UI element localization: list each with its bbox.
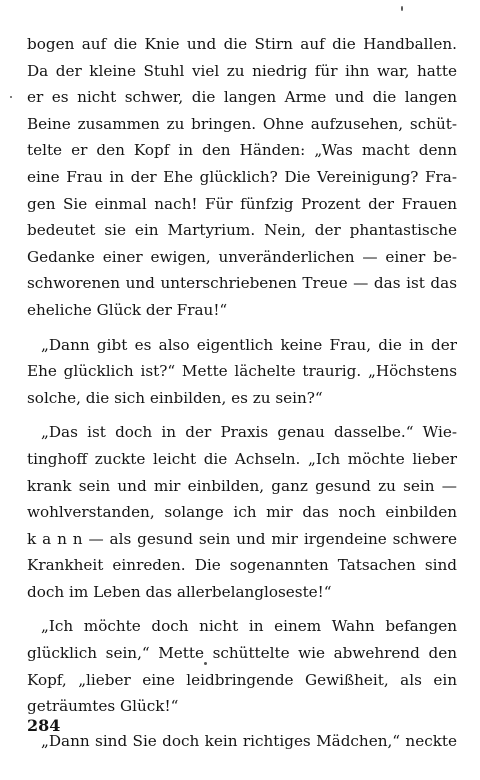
text-line: Gedanke einer ewigen, unveränderlichen — einer be‑ <box>27 247 457 266</box>
text-line: „Dann gibt es also eigentlich keine Frau, die in der <box>41 335 457 354</box>
text-line: eheliche Glück der Frau!“ <box>27 300 228 319</box>
text-line: Krankheit einreden. Die sogenannten Tatsachen sind <box>27 556 457 575</box>
text-line: solche, die sich einbilden, es zu sein?“ <box>27 388 323 407</box>
text-line: „Dann sind Sie doch kein richtiges Mädchen,“ neckte <box>41 731 457 750</box>
ink-speck <box>10 96 12 98</box>
text-line: telte er den Kopf in den Händen: „Was macht denn <box>27 141 457 160</box>
text-line: bedeutet sie ein Martyrium. Nein, der phantastische <box>27 221 457 240</box>
text-line: eine Frau in der Ehe glücklich? Die Vereinigung? Fra‑ <box>27 167 457 186</box>
paragraph <box>27 613 457 719</box>
text-line: geträumtes Glück!“ <box>27 697 179 716</box>
text-line: glücklich sein,“ Mette schüttelte wie abwehrend den <box>27 644 457 663</box>
body-text <box>27 31 457 754</box>
text-line: Beine zusammen zu bringen. Ohne aufzusehen, schüt‑ <box>27 114 457 133</box>
text-line: Da der kleine Stuhl viel zu niedrig für ihn war, hatte <box>27 61 457 80</box>
text-line: krank sein und mir einbilden, ganz gesund zu sein — <box>27 476 457 495</box>
paragraph <box>27 419 457 605</box>
paragraph <box>27 332 457 412</box>
paragraph <box>27 31 457 324</box>
ink-speck <box>401 6 403 11</box>
text-line: er es nicht schwer, die langen Arme und die langen <box>27 88 457 107</box>
text-line: Ehe glücklich ist?“ Mette lächelte traurig. „Höchstens <box>27 362 457 381</box>
text-line: Kopf, „lieber eine leidbringende Gewißheit, als ein <box>27 670 457 689</box>
text-line: „Ich möchte doch nicht in einem Wahn befangen <box>41 617 457 636</box>
text-line: schworenen und unterschriebenen Treue — das ist das <box>27 274 457 293</box>
text-line: „Das ist doch in der Praxis genau dasselbe.“ Wie‑ <box>41 423 457 442</box>
text-line: bogen auf die Knie und die Stirn auf die Handballen. <box>27 35 457 53</box>
text-line: k a n n — als gesund sein und mir irgendeine schwere <box>27 529 457 548</box>
paragraph <box>27 728 457 755</box>
text-line: wohlverstanden, solange ich mir das noch einbilden <box>27 503 457 522</box>
text-line: gen Sie einmal nach! Für fünfzig Prozent der Frauen <box>27 194 457 213</box>
text-line: doch im Leben das allerbelangloseste!“ <box>27 582 332 601</box>
page-number: 284 <box>27 716 61 735</box>
text-line: tinghoff zuckte leicht die Achseln. „Ich möchte lieber <box>27 449 457 468</box>
